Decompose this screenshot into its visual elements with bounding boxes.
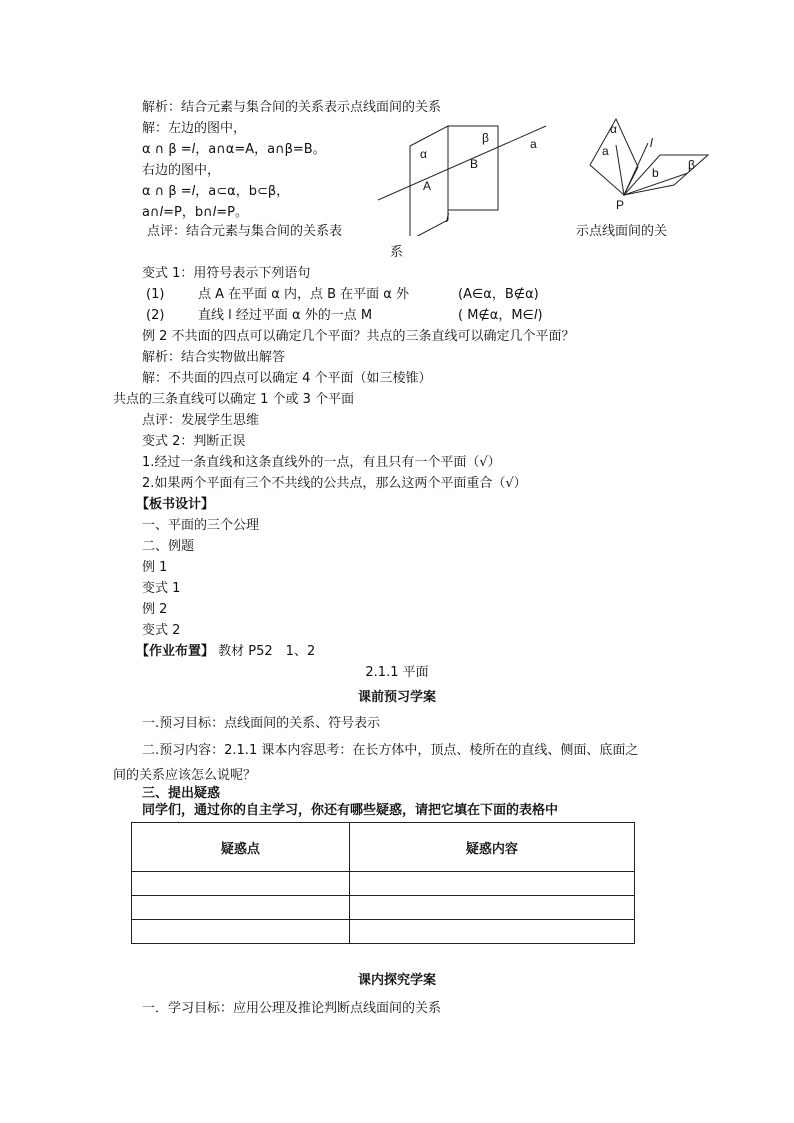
board-item-2: 二、例题 (142, 539, 195, 554)
table-header-row (132, 823, 635, 872)
plane-beta (624, 155, 708, 195)
comment-line-end: 系 (390, 245, 404, 260)
variant-2-item-1: 1.经过一条直线和这条直线外的一点，有且只有一个平面（√） (142, 455, 501, 470)
table-row (132, 920, 635, 944)
board-item-1: 一、平面的三个公理 (142, 518, 260, 533)
variant-2-item-2: 2.如果两个平面有三个不共线的公共点，那么这两个平面重合（√） (142, 476, 527, 491)
homework-line: 【作业布置】 教材 P52 1、2 (136, 644, 316, 659)
comment-line-cont: 示点线面间的关 (576, 224, 668, 239)
inclass-plan-title: 课内探究学案 (357, 973, 436, 988)
label-alpha: α (420, 147, 427, 161)
example-2-analysis: 解析：结合实物做出解答 (142, 350, 286, 365)
table-row (132, 872, 635, 896)
variant-1-item-2: (2) 直线 l 经过平面 α 外的一点 M ( M∉α，M∈l) (146, 308, 543, 323)
preview-content: 二.预习内容：2.1.1 课本内容思考：在长方体中，顶点、棱所在的直线、侧面、底面之 (142, 743, 639, 758)
board-design-heading: 【板书设计】 (136, 497, 215, 512)
questions-table (131, 822, 635, 944)
label-l: l (650, 136, 653, 150)
example-2: 例 2 不共面的四点可以确定几个平面？共点的三条直线可以确定几个平面？ (142, 329, 575, 344)
inclass-goal: 一．学习目标：应用公理及推论判断点线面间的关系 (142, 1001, 442, 1016)
preview-plan-title: 课前预习学案 (357, 690, 436, 705)
line-a (378, 126, 546, 200)
table-header-question: 疑惑点 (132, 823, 350, 872)
solution-line: 解：左边的图中， (142, 121, 247, 136)
preview-goal: 一.预习目标：点线面间的关系、符号表示 (142, 716, 381, 731)
label-l: l (446, 211, 449, 225)
board-item-5: 例 2 (142, 602, 168, 617)
label-a: a (602, 144, 609, 158)
preview-content-cont: 间的关系应该怎么说呢？ (113, 768, 257, 783)
variant-1-title: 变式 1：用符号表示下列语句 (142, 266, 311, 281)
label-B: B (470, 157, 479, 171)
questions-heading: 三、提出疑惑 (142, 786, 221, 801)
right-figure-relation-1: α ∩ β =l，a⊂α，b⊂β， (142, 184, 290, 199)
section-title: 2.1.1 平面 (365, 665, 429, 680)
analysis-line: 解析：结合元素与集合间的关系表示点线面间的关系 (142, 100, 442, 115)
right-figure-heading: 右边的图中， (142, 163, 221, 178)
board-item-6: 变式 2 (142, 623, 181, 638)
left-plane-figure (370, 118, 555, 236)
example-2-comment: 点评：发展学生思维 (142, 413, 260, 428)
board-item-4: 变式 1 (142, 581, 181, 596)
example-2-solution-cont: 共点的三条直线可以确定 1 个或 3 个平面 (113, 392, 355, 407)
left-figure-relation: α ∩ β =l，a∩α=A，a∩β=B。 (142, 142, 326, 157)
label-beta: β (688, 158, 695, 172)
label-A: A (423, 179, 432, 193)
label-alpha: α (610, 122, 617, 136)
right-figure-relation-2: a∩l=P，b∩l=P。 (142, 205, 248, 220)
board-item-3: 例 1 (142, 560, 168, 575)
example-2-solution: 解：不共面的四点可以确定 4 个平面（如三棱锥） (142, 371, 432, 386)
variant-1-item-1: (1) 点 A 在平面 α 内，点 B 在平面 α 外 (A∈α，B∉α) (146, 287, 539, 302)
questions-instruction: 同学们，通过你的自主学习，你还有哪些疑惑，请把它填在下面的表格中 (142, 803, 559, 818)
label-a: a (530, 137, 537, 151)
variant-2-title: 变式 2：判断正误 (142, 434, 246, 449)
table-row (132, 896, 635, 920)
right-plane-figure (580, 115, 710, 215)
table-header-content: 疑惑内容 (349, 823, 634, 872)
label-beta: β (482, 131, 489, 145)
label-P: P (616, 198, 625, 212)
line-a (616, 145, 624, 195)
comment-line: 点评：结合元素与集合间的关系表 (147, 224, 343, 239)
label-b: b (652, 166, 659, 180)
line-l (624, 143, 648, 195)
